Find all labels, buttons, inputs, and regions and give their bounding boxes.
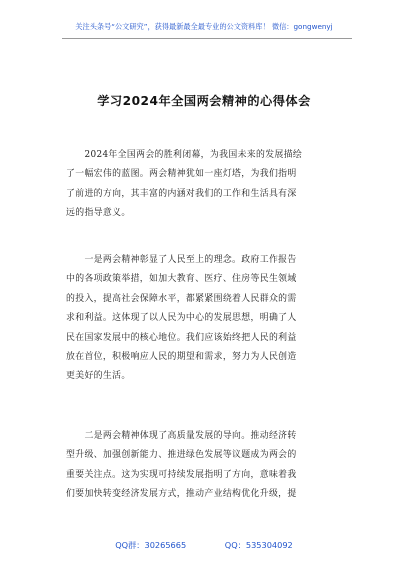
paragraph-line: 中的各项政策举措，如加大教育、医疗、住房等民生领域 [66,274,297,285]
paragraph-line: 放在首位，积极响应人民的期望和需求，努力为人民创造 [66,351,297,362]
header-promo-banner: 关注头条号“公文研究”，获得最新最全最专业的公文资料库！ 微信：gongwenyj [75,22,333,31]
footer-contact-banner [0,540,408,551]
paragraph-line: 民在国家发展中的核心地位。我们应该始终把人民的利益 [66,332,297,343]
paragraph-line: 重要关注点。这为实现可持续发展指明了方向，意味着我 [66,469,297,480]
paragraph-line: 2024年全国两会的胜利闭幕，为我国未来的发展描绘 [66,150,303,160]
paragraph-line: 一是两会精神彰显了人民至上的理念。政府工作报告 [66,255,297,265]
paragraph-line: 求和利益。这体现了以人民为中心的发展思想，明确了人 [66,313,297,324]
paragraph-line: 的投入，提高社会保障水平，都紧紧围绕着人民群众的需 [66,293,297,304]
paragraph-line: 了一幅宏伟的蓝图。两会精神犹如一座灯塔，为我们指明 [66,169,297,180]
paragraph-line: 型升级、加强创新能力、推进绿色发展等议题成为两会的 [66,450,297,461]
footer-qq-group: QQ群：30265665 [115,540,187,550]
header-divider [62,38,352,39]
document-title: 学习2024年全国两会精神的心得体会 [97,94,311,108]
footer-qq-number: QQ：535304092 [224,540,293,550]
paragraph-line: 更美好的生活。 [66,371,131,382]
paragraph-line: 二是两会精神体现了高质量发展的导向。推动经济转 [66,431,297,441]
paragraph-people-first [66,251,352,387]
paragraph-high-quality-development [66,427,352,505]
paragraph-line: 们要加快转变经济发展方式，推动产业结构优化升级，提 [66,489,297,500]
paragraph-line: 了前进的方向，其丰富的内涵对我们的工作和生活具有深 [66,188,297,199]
paragraph-intro [66,146,352,224]
paragraph-line: 远的指导意义。 [66,208,131,219]
